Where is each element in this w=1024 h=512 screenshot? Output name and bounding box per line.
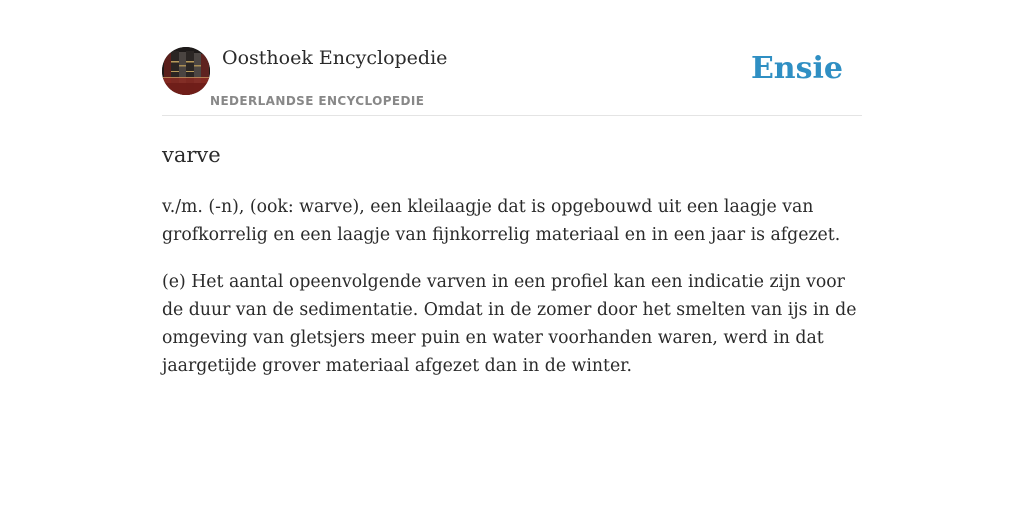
header xyxy=(162,0,862,116)
site-subtitle: NEDERLANDSE ENCYCLOPEDIE xyxy=(210,94,425,108)
page xyxy=(162,0,862,376)
brand-logo-link[interactable]: Ensie xyxy=(750,51,843,86)
entry-content xyxy=(162,193,862,399)
entry-paragraph: (e) Het aantal opeenvolgende varven in een profiel kan een indicatie zijn voor de duur van de sedimentatie. Omdat in de zomer door het smelten van ijs in de omgeving van gletsjers meer puin en water voorhanden waren, werd in dat jaargetijde grover materiaal afgezet dan in de winter. xyxy=(162,272,857,376)
encyclopedia-books-icon[interactable] xyxy=(162,47,210,95)
site-title[interactable]: Oosthoek Encyclopedie xyxy=(222,47,448,69)
entry-paragraph: v./m. (-n), (ook: warve), een kleilaagje dat is opgebouwd uit een laagje van grofkorrelig en een laagje van fijnkorrelig materiaal en in een jaar is afgezet. xyxy=(162,197,841,245)
entry-title: varve xyxy=(162,143,221,167)
